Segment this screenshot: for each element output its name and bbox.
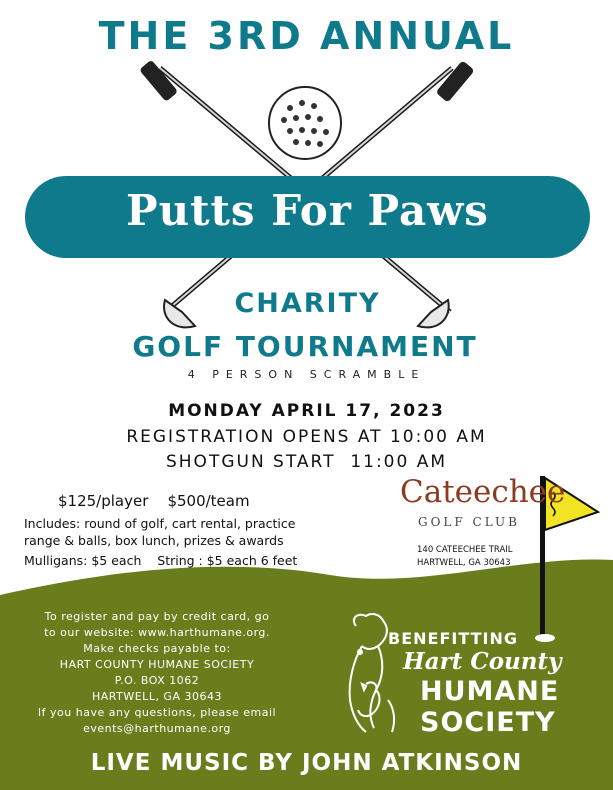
annual-title: THE 3RD ANNUAL	[98, 14, 515, 58]
includes-text: Includes: round of golf, cart rental, practice range & balls, box lunch, prizes & awards	[24, 516, 296, 548]
registration-info-line: to our website: www.harthumane.org.	[44, 626, 270, 639]
golf-ball-icon	[269, 87, 341, 159]
registration-info-line: To register and pay by credit card, go	[44, 610, 270, 623]
charity-subtitle: CHARITY	[234, 288, 381, 319]
format-label: 4 PERSON SCRAMBLE	[187, 368, 426, 381]
beneficiary-name-line1: HUMANE	[420, 676, 560, 707]
beneficiary-script-name: Hart County	[403, 648, 562, 675]
registration-info-line: P.O. BOX 1062	[114, 674, 200, 687]
registration-time: REGISTRATION OPENS AT 10:00 AM	[126, 427, 487, 447]
benefitting-label: BENEFITTING	[388, 629, 518, 648]
venue-address-line1: 140 CATEECHEE TRAIL	[417, 545, 513, 555]
registration-info-line: HARTWELL, GA 30643	[92, 690, 222, 703]
start-time: SHOTGUN START 11:00 AM	[165, 452, 448, 472]
event-name-title: Putts For Paws	[126, 186, 489, 235]
registration-info-line: If you have any questions, please email	[37, 706, 277, 719]
venue-name: Cateechee	[400, 474, 566, 510]
event-date: MONDAY APRIL 17, 2023	[168, 401, 445, 421]
beneficiary-name-line2: SOCIETY	[420, 707, 556, 738]
registration-info	[16, 609, 298, 737]
extras-text: Mulligans: $5 each String : $5 each 6 feet	[24, 553, 298, 568]
registration-info-line: HART COUNTY HUMANE SOCIETY	[59, 658, 255, 671]
registration-info-line: Make checks payable to:	[83, 642, 231, 655]
registration-info-line: events@harthumane.org	[83, 722, 231, 735]
price-line: $125/player $500/team	[58, 492, 250, 510]
golf-tournament-subtitle: GOLF TOURNAMENT	[132, 330, 478, 363]
live-music-banner: LIVE MUSIC BY JOHN ATKINSON	[90, 750, 523, 776]
venue-address-line2: HARTWELL, GA 30643	[417, 558, 511, 568]
venue-subtitle: GOLF CLUB	[418, 515, 520, 529]
